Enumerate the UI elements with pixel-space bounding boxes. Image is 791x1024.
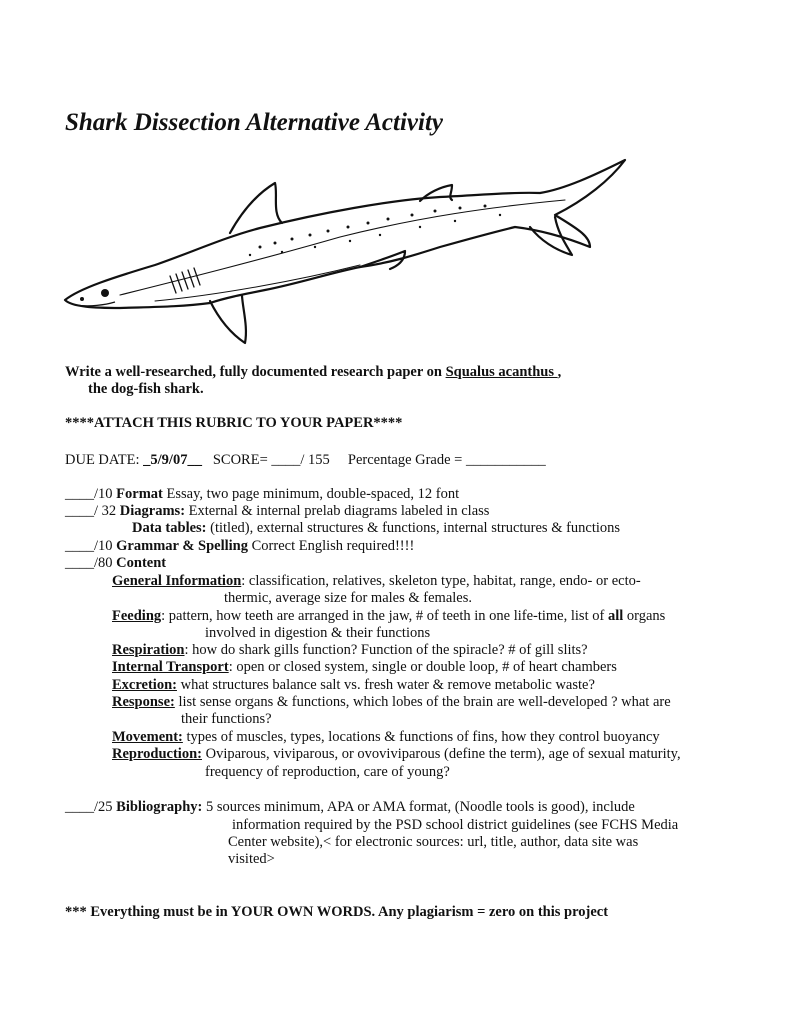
grammar-label: Grammar & Spelling (116, 538, 248, 554)
due-date: _5/9/07__ (143, 452, 202, 468)
content-feeding (112, 608, 665, 625)
bibliography-line-2: information required by the PSD school district guidelines (see FCHS Media (232, 817, 679, 833)
transport-label: Internal Transport (112, 659, 229, 675)
format-label: Format (116, 486, 163, 502)
rubric-data-tables (132, 520, 620, 537)
grammar-text: Correct English required!!!! (248, 538, 415, 554)
response-label: Response: (112, 694, 175, 710)
content-label: Content (116, 555, 167, 571)
general-info-text: : classification, relatives, skeleton type, habitat, range, endo- or ecto- (241, 573, 641, 589)
plagiarism-warning: *** Everything must be in YOUR OWN WORDS. Any plagiarism = zero on this project (65, 904, 609, 920)
diagrams-text: External & internal prelab diagrams labeled in class (185, 503, 490, 519)
grammar-score-blank: ____/10 (65, 538, 117, 554)
excretion-label: Excretion: (112, 677, 177, 693)
due-label: DUE DATE: (65, 452, 144, 468)
movement-label: Movement: (112, 729, 183, 745)
rubric-grammar (65, 538, 414, 555)
response-text: list sense organs & functions, which lobes of the brain are well-developed ? what are (174, 694, 671, 710)
content-score-blank: ____/80 (65, 555, 117, 571)
content-movement (112, 729, 660, 746)
content-feeding-cont: involved in digestion & their functions (205, 625, 431, 641)
bibliography-label: Bibliography: (116, 799, 203, 815)
dogfish-shark-illustration (60, 155, 630, 350)
rubric-diagrams (65, 503, 489, 520)
excretion-text: what structures balance salt vs. fresh water & remove metabolic waste? (176, 677, 595, 693)
score-label: SCORE= ____/ 155 (212, 452, 330, 468)
content-response-cont: their functions? (181, 711, 272, 727)
data-tables-label: Data tables: (132, 520, 207, 536)
percentage-grade-label: Percentage Grade = ___________ (347, 452, 546, 468)
content-reproduction-cont: frequency of reproduction, care of young? (205, 764, 450, 780)
due-line (65, 452, 546, 469)
format-text: Essay, two page minimum, double-spaced, 12 font (162, 486, 460, 502)
bibliography-line-4: visited> (228, 851, 275, 867)
species-name: Squalus acanthus (445, 364, 558, 380)
reproduction-label: Reproduction: (112, 746, 202, 762)
intro-line-2: the dog-fish shark. (88, 381, 204, 397)
content-response (112, 694, 671, 711)
feeding-label: Feeding (112, 608, 162, 624)
content-transport (112, 659, 617, 676)
bibliography-line-3: Center website),< for electronic sources: url, title, author, data site was (228, 834, 639, 850)
data-tables-text: (titled), external structures & functions, internal structures & functions (206, 520, 621, 536)
content-respiration (112, 642, 588, 659)
bibliography-line-1 (65, 799, 635, 816)
reproduction-text: Oviparous, viviparous, or ovoviviparous (define the term), age of sexual maturity, (201, 746, 681, 762)
diagrams-label: Diagrams: (119, 503, 186, 519)
content-excretion (112, 677, 595, 694)
feeding-all: all (607, 608, 624, 624)
intro-prefix: Write a well-researched, fully documented research paper on (65, 364, 446, 380)
movement-text: types of muscles, types, locations & functions of fins, how they control buoyancy (182, 729, 660, 745)
format-score-blank: ____/10 (65, 486, 117, 502)
general-info-label: General Information (112, 573, 242, 589)
transport-text: : open or closed system, single or double loop, # of heart chambers (228, 659, 617, 675)
content-general-cont: thermic, average size for males & females. (224, 590, 472, 606)
bibliography-score-blank: ____/25 (65, 799, 117, 815)
bibliography-text-1: 5 sources minimum, APA or AMA format, (Noodle tools is good), include (202, 799, 635, 815)
feeding-text: : pattern, how teeth are arranged in the jaw, # of teeth in one life-time, list of (161, 608, 608, 624)
feeding-text-end: organs (623, 608, 666, 624)
respiration-text: : how do shark gills function? Function of the spiracle? # of gill slits? (184, 642, 588, 658)
diagrams-score-blank: ____/ 32 (65, 503, 120, 519)
content-general (112, 573, 641, 590)
rubric-content (65, 555, 166, 572)
rubric-format (65, 486, 459, 503)
content-reproduction (112, 746, 681, 763)
respiration-label: Respiration (112, 642, 185, 658)
intro-line-1 (65, 364, 561, 381)
document-title: Shark Dissection Alternative Activity (65, 109, 444, 136)
intro-suffix: , (557, 364, 562, 380)
attach-notice: ****ATTACH THIS RUBRIC TO YOUR PAPER**** (65, 415, 403, 431)
